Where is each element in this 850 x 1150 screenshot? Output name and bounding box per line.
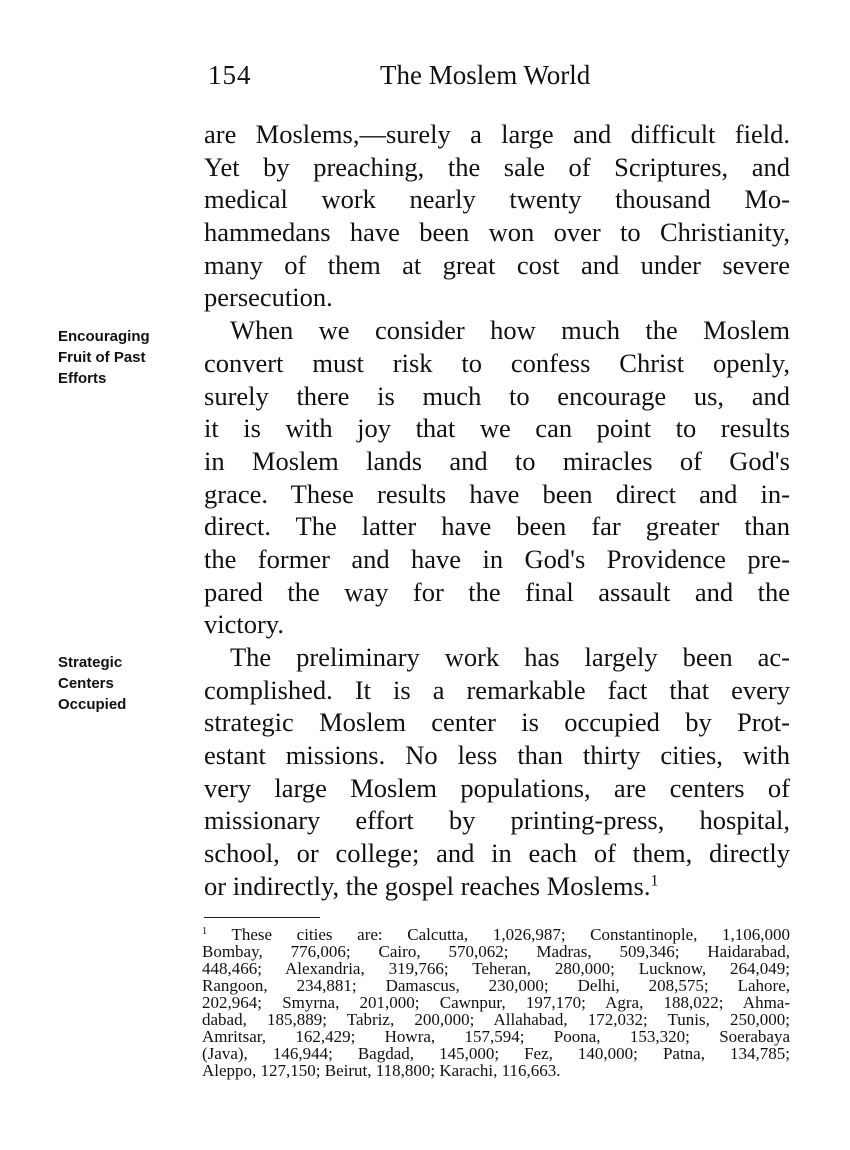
footnote-line: Amritsar, 162,429; Howra, 157,594; Poona, 153,320; Soerabaya: [202, 1027, 790, 1046]
body-line: school, or college; and in each of them, directly: [204, 838, 790, 869]
footnote-rule: [204, 917, 320, 918]
footnote-line: Bombay, 776,006; Cairo, 570,062; Madras, 509,346; Haidarabad,: [202, 942, 790, 961]
sidenote-line: Centers: [58, 675, 114, 692]
page-number: 154: [208, 60, 252, 90]
sidenote-line: Efforts: [58, 370, 107, 387]
body-line: are Moslems,—surely a large and difficult field.: [204, 119, 790, 149]
sidenote-line: Fruit of Past: [58, 349, 146, 366]
footnote: [202, 926, 790, 1079]
page-header: [208, 60, 788, 96]
body-line: it is with joy that we can point to results: [204, 413, 790, 444]
footnote-marker: 1: [202, 925, 208, 937]
body-line: the former and have in God's Providence pre-: [204, 543, 790, 574]
paragraph-start: When we consider how much the Moslem: [230, 315, 790, 346]
body-line: medical work nearly twenty thousand Mo-: [204, 184, 790, 215]
footnote-line: 202,964; Smyrna, 201,000; Cawnpur, 197,170; Agra, 188,022; Ahma-: [202, 993, 790, 1012]
body-line: missionary effort by printing-press, hospital,: [204, 805, 790, 836]
body-line: strategic Moslem center is occupied by Prot-: [204, 707, 790, 738]
body-line: persecution.: [204, 282, 333, 313]
sidenote-strategic-centers: [58, 652, 188, 715]
body-line: victory.: [204, 609, 284, 640]
paragraph-start: The preliminary work has largely been ac-: [230, 642, 790, 672]
body-line: direct. The latter have been far greater than: [204, 511, 790, 542]
sidenote-line: Encouraging: [58, 328, 150, 345]
body-line-text: or indirectly, the gospel reaches Moslems.: [204, 870, 651, 901]
body-line: pared the way for the final assault and the: [204, 576, 790, 607]
body-line: convert must risk to confess Christ openly,: [204, 347, 790, 378]
sidenote-line: Strategic: [58, 654, 123, 671]
footnote-line: (Java), 146,944; Bagdad, 145,000; Fez, 140,000; Patna, 134,785;: [202, 1044, 790, 1063]
body-line: surely there is much to encourage us, and: [204, 380, 790, 411]
footnote-line: 448,466; Alexandria, 319,766; Teheran, 280,000; Lucknow, 264,049;: [202, 959, 790, 978]
footnote-line: Aleppo, 127,150; Beirut, 118,800; Karachi, 116,663.: [202, 1061, 561, 1080]
body-line: Yet by preaching, the sale of Scriptures, and: [204, 151, 790, 182]
footnote-line: Rangoon, 234,881; Damascus, 230,000; Delhi, 208,575; Lahore,: [202, 976, 790, 995]
body-line-with-footnote-ref: [204, 870, 790, 903]
body-line: many of them at great cost and under severe: [204, 249, 790, 280]
footnote-reference[interactable]: 1: [650, 872, 659, 890]
footnote-line: dabad, 185,889; Tabriz, 200,000; Allahabad, 172,032; Tunis, 250,000;: [202, 1010, 790, 1029]
body-line: grace. These results have been direct and in-: [204, 478, 790, 509]
body-line: complished. It is a remarkable fact that every: [204, 674, 790, 705]
footnote-text: These cities are: Calcutta, 1,026,987; Constantinople, 1,106,000: [231, 925, 791, 944]
footnote-line: [202, 926, 790, 943]
sidenote-line: Occupied: [58, 696, 127, 713]
body-line: estant missions. No less than thirty cities, with: [204, 740, 790, 771]
body-line: very large Moslem populations, are centers of: [204, 772, 790, 803]
running-title: The Moslem World: [380, 60, 591, 90]
sidenote-encouraging-fruit: [58, 326, 188, 389]
body-text: [204, 118, 790, 903]
body-line: in Moslem lands and to miracles of God's: [204, 445, 790, 476]
body-line: hammedans have been won over to Christianity,: [204, 217, 790, 248]
